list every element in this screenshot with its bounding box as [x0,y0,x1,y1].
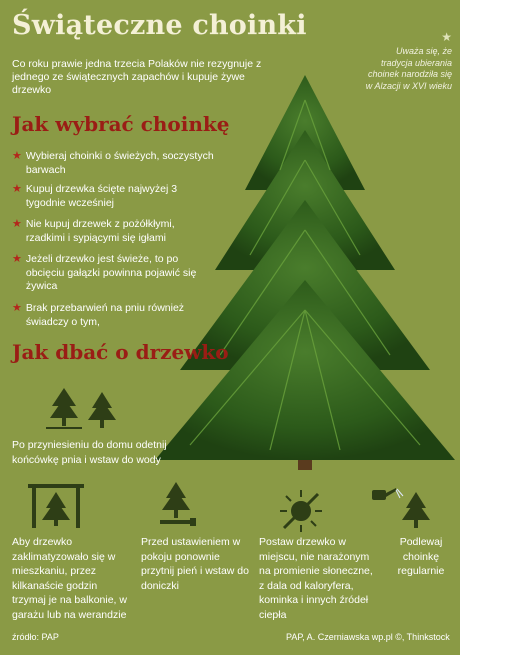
star-icon: ★ [495,148,510,165]
care-step-1: Po przyniesieniu do domu odetnij końcówkę pnia i wstaw do wody [12,439,167,466]
tree-saw-icon [158,482,198,532]
section-heading-choose: Jak wybrać choinkę [12,112,230,136]
christmas-tree-illustration [150,70,460,490]
care-step-4: Postaw drzewko w miejscu, nie narażonym na promienie słoneczne, z dala od kaloryfera, kominka i innych źródeł ciepła [259,536,373,621]
source-note: źródło: PAP [12,632,59,642]
section-heading-care: Jak dbać o drzewko [12,340,229,364]
credits-note: PAP, A. Czerniawska wp.pl ©, Thinkstock [286,632,450,642]
star-icon: ★ [441,30,452,44]
tip-text: Jeżeli drzewko jest świeże, to po obcięciu gałązki powinna pojawić się żywica [25,253,197,292]
intro-text: Co roku prawie jedna trzecia Polaków nie rezygnuje z jednego ze świątecznych zapachów i kupuje żywe drzewko [12,58,262,96]
tip-text: Kupuj drzewka ścięte najwyżej 3 tygodnie wcześniej [25,183,178,209]
star-icon: ★ [12,253,22,265]
care-step-3: Przed ustawieniem w pokoju ponownie przytnij pień i wstaw do doniczki [141,536,249,592]
balcony-tree-icon [28,484,84,530]
watering-can-icon [368,484,438,532]
star-icon: ★ [12,218,22,230]
page-title: Świąteczne choinki [12,10,307,41]
star-icon: ★ [12,150,22,162]
star-icon: ★ [12,183,22,195]
star-icon: ★ [12,302,22,314]
tree-pair-icon [46,386,126,434]
fact-text: Uważa się, że tradycja ubierania choinek narodziła się w Alzacji w XVI wieku [365,46,452,91]
sun-crossed-icon [278,488,324,534]
care-step-2: Aby drzewko zaklimatyzowało się w mieszkaniu, przez kilkanaście godzin trzymaj je na balkonie, w garażu lub na werandzie [12,536,127,621]
tip-text: Brak przebarwień na pniu również świadczy o tym, [25,302,185,328]
tip-text: Nie kupuj drzewek z pożółkłymi, rzadkimi i sypiącymi się igłami [25,218,175,244]
tip-text: Wybieraj choinki o świeżych, soczystych barwach [25,150,214,176]
care-step-5: Podlewaj choinkę regularnie [397,536,445,577]
